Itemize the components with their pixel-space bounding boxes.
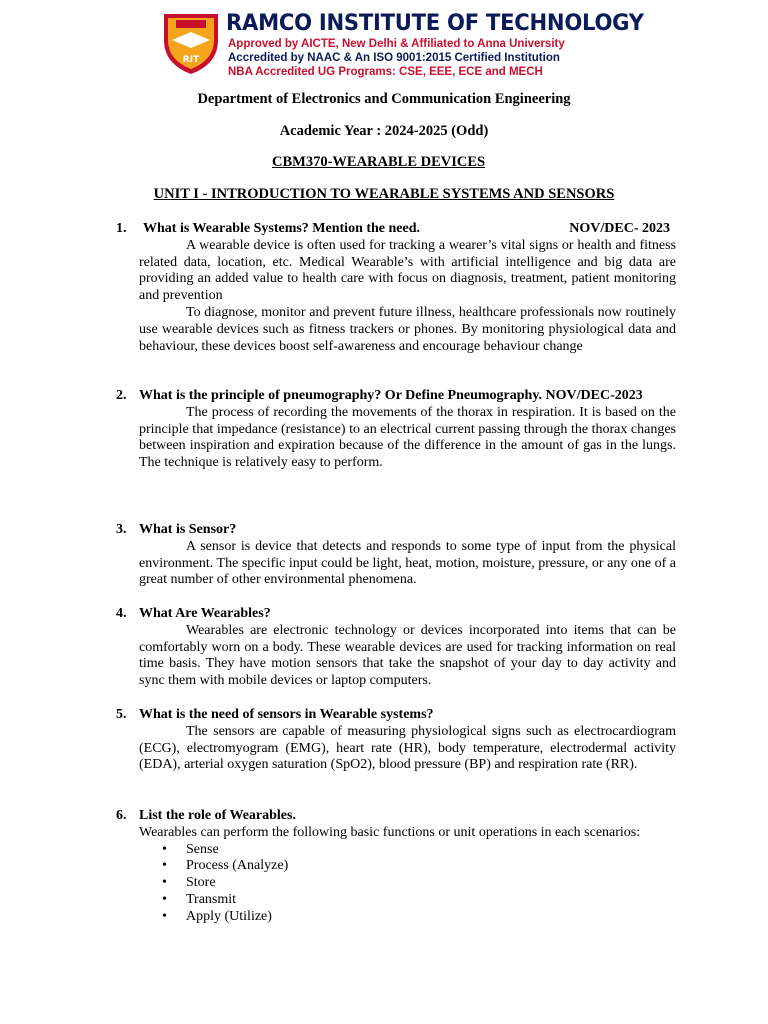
department-title: Department of Electronics and Communication Engineering (197, 91, 571, 107)
question-title: What is Sensor? (139, 522, 237, 537)
course-title-text: CBM370-WEARABLE DEVICES (272, 154, 486, 170)
institute-logo (160, 10, 222, 76)
approval-line: Approved by AICTE, New Delhi & Affiliated to Anna University (228, 38, 565, 50)
roles-list (162, 842, 676, 926)
answer-paragraph: The process of recording the movements of the thorax in respiration. It is based on the principle that impedance (resistance) to an electrical current passing through the thorax changes between inspiration and expiration because of the difference in the amount of gas in the lungs. The technique is relatively easy to perform. (139, 404, 676, 471)
question-number: 4. (116, 606, 127, 621)
answer-paragraph: The sensors are capable of measuring physiological signs such as electrocardiogram (ECG), electromyogram (EMG), heart rate (HR), body temperature, electrodermal activity (EDA), arterial oxygen saturation (SpO2), blood pressure (BP) and respiration rate (RR). (139, 723, 676, 773)
list-item: • Apply (Utilize) (162, 909, 676, 926)
question-title: List the role of Wearables. (139, 808, 296, 823)
question-4 (116, 606, 676, 690)
question-title: What is the need of sensors in Wearable systems? (139, 707, 434, 722)
list-item: • Transmit (162, 892, 676, 909)
exam-tag: NOV/DEC- 2023 (569, 221, 670, 236)
letterhead (160, 10, 644, 82)
question-number: 5. (116, 707, 127, 722)
question-title: What Are Wearables? (139, 606, 271, 621)
institute-name: RAMCO INSTITUTE OF TECHNOLOGY (226, 10, 644, 36)
answer-paragraph: A wearable device is often used for tracking a wearer’s vital signs or health and fitness related data, location, etc. Medical Wearable’s with artificial intelligence and big data are providing an added value to health care with focus on diagnosis, treatment, patient monitoring and prevention (139, 237, 676, 304)
question-title: What is Wearable Systems? Mention the need. (143, 221, 421, 236)
question-title: What is the principle of pneumography? Or Define Pneumography. NOV/DEC-2023 (139, 388, 643, 403)
logo-text: RIT (182, 55, 200, 65)
question-number: 2. (116, 388, 127, 403)
question-2 (116, 388, 676, 472)
course-title (272, 154, 644, 171)
list-item: • Store (162, 875, 676, 892)
question-number: 1. (116, 221, 127, 236)
question-number: 3. (116, 522, 127, 537)
answer-paragraph: Wearables can perform the following basic functions or unit operations in each scenarios: (139, 824, 641, 840)
question-6 (116, 808, 676, 926)
question-number: 6. (116, 808, 127, 823)
question-1 (116, 221, 676, 355)
answer-paragraph: To diagnose, monitor and prevent future illness, healthcare professionals now routinely use wearable devices such as fitness trackers or phones. By monitoring physiological data and behaviour, these devices boost self-awareness and encourage behaviour change (139, 304, 676, 354)
nba-line: NBA Accredited UG Programs: CSE, EEE, ECE and MECH (228, 66, 543, 78)
question-3 (116, 522, 676, 589)
accreditation-line: Accredited by NAAC & An ISO 9001:2015 Certified Institution (228, 52, 560, 64)
unit-title: UNIT I - INTRODUCTION TO WEARABLE SYSTEMS AND SENSORS (153, 186, 615, 202)
answer-paragraph: Wearables are electronic technology or devices incorporated into items that can be comfortably worn on a body. These wearable devices are used for tracking information on real time basis. They have motion sensors that take the snapshot of your day to day activity and sync them with mobile devices or laptop computers. (139, 622, 676, 689)
list-item: • Sense (162, 842, 676, 859)
question-5 (116, 707, 676, 774)
list-item: • Process (Analyze) (162, 858, 676, 875)
academic-year: Academic Year : 2024-2025 (Odd) (279, 123, 489, 139)
answer-paragraph: A sensor is device that detects and responds to some type of input from the physical environment. The specific input could be light, heat, motion, moisture, pressure, or any one of a great number of other environmental phenomena. (139, 538, 676, 588)
